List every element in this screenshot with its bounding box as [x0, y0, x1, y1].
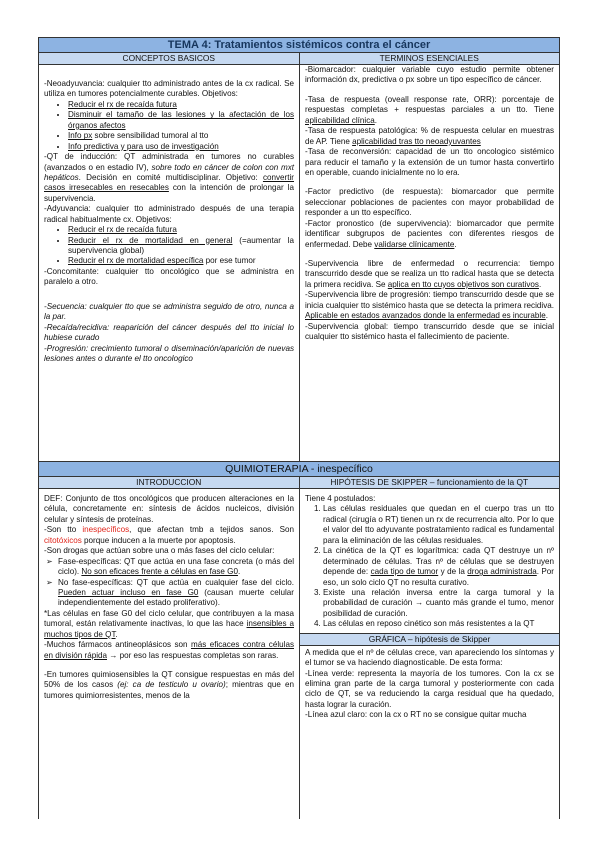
text: -En tumores quimiosensibles la QT consigue respuestas en más del 50% de los casos [44, 670, 294, 690]
text: → por eso las respuestas completas son raras. [107, 650, 279, 660]
text: porque inducen a la muerte por apoptosis. [81, 535, 236, 545]
linea-azul-paragraph: -Línea azul claro: con la cx o RT no se consigue quitar mucha [305, 710, 527, 720]
introduccion-header: INTRODUCCION [39, 477, 299, 489]
definicion-paragraph: DEF: Conjunto de ttos oncológicos que producen alteraciones en la célula, concretamente en: síntesis de ácidos nucleicos, división celular y síntesis de proteínas. [44, 494, 294, 524]
introduccion-column [39, 489, 299, 819]
list-item: 4. Las células en reposo cinético son más resistentes a la QT [323, 619, 554, 629]
list-item [68, 236, 294, 257]
quimioterapia-band: QUIMIOTERAPIA - inespecífico [38, 462, 560, 477]
list-item [323, 546, 554, 588]
text: *Las células en fase G0 del ciclo celular, que contribuyen a la masa tumoral, están relativamente inactivas, lo que las hace [44, 608, 294, 629]
text: sobre todo en cáncer de colon con mxt hepáticos [44, 162, 294, 182]
slr-paragraph: -Supervivencia libre de enfermedad o recurrencia: tiempo transcurrido desde que se realiza un tto radical hasta que se detecta la primera recidiva. Se aplica en tto cuyos objetivos son curativos. [305, 259, 554, 289]
list-item-text: Reducir el rx de mortalidad en general [68, 235, 233, 245]
progresion-paragraph: -Progresión: crecimiento tumoral o diseminación/aparición de nuevas lesiones antes o durante el tto oncologico [44, 343, 294, 363]
list-item-text: Info px [68, 131, 93, 141]
list-item [68, 131, 294, 141]
text: cada tipo de tumor [370, 567, 439, 577]
text: No son eficaces frente a células en fase G0 [81, 567, 238, 577]
neo-text: cualquier tto administrado antes de la cx radical. Se utiliza en tumores potencialmente curables. Objetivos: [44, 79, 295, 99]
text: Fase-específicas: QT que actúa en una fase concreta (o más del ciclo). [58, 556, 294, 577]
list-item [68, 256, 294, 266]
text: (causan muerte celular independientemente del estado proliferativo). [58, 587, 295, 608]
grafica-intro: A medida que el nº de células crece, van apareciendo los síntomas y el tumor se va haciendo diagnosticable. De esta forma: [305, 647, 554, 668]
tasa-respuesta-paragraph: -Tasa de respuesta (oveall response rate, ORR): porcentaje de respuestas completas + respuestas parciales a un tto. Tiene aplicabilidad clínica. [305, 94, 554, 125]
text: -Tasa de respuesta patológica: % de respuesta celular en muestras de AP. Tiene [305, 126, 554, 146]
text: -Supervivencia libre de enfermedad o recurrencia: tiempo transcurrido desde que se realiza un tto radical hasta que se detecta la primera recidiva. Se [305, 259, 554, 289]
text: convertir casos irresecables en resecables [44, 172, 294, 193]
text: La cinética de la QT es logarítmica: cada QT destruye un nº determinado de células. Tras nº de células que se destruyen depende de: [323, 546, 554, 577]
text: con la intención de prolongar la supervivencia. [44, 183, 294, 203]
list-item: ➢ Fase-específicas: QT que actúa en una fase concreta (o más del ciclo). No son eficaces frente a células en fase G0. [58, 557, 294, 578]
text: aplicabilidad tras tto neoadyuvantes [352, 136, 481, 146]
text: -Supervivencia libre de progresión: tiempo transcurrido desde que se inicia cualquier tto sistémico hasta que se detecta la primera recidiva. [305, 290, 554, 310]
text: aplicabilidad clínica [305, 115, 375, 125]
text: -Son tto [44, 525, 83, 535]
inespecificos-paragraph [44, 525, 294, 546]
list-item-text: Info predictiva y para uso de investigación [68, 141, 219, 151]
text: ; mientras que en tumores quimiorresistentes, menos de la [44, 680, 294, 700]
conceptos-header: CONCEPTOS BASICOS [39, 53, 299, 65]
text: . Por eso, un solo ciclo QT no resulta curativo. [323, 567, 555, 587]
list-item-text: Reducir el rx de recaída futura [68, 225, 177, 235]
text: No fase-específicas: QT que actúa en cualquier fase del ciclo. [58, 577, 294, 587]
page-title: TEMA 4: Tratamientos sistémicos contra el cáncer [38, 37, 560, 53]
text: citotóxicos [44, 535, 82, 545]
terminos-header: TERMINOS ESENCIALES [299, 53, 560, 65]
slp-paragraph: -Supervivencia libre de progresión: tiempo transcurrido desde que se inicia cualquier tto sistémico hasta que se detecta la primera recidiva. Aplicable en estados avanzados donde la enfermedad es incurable. [305, 290, 554, 321]
quimiosensibles-paragraph [44, 670, 294, 701]
section2-grid [38, 489, 560, 819]
drogas-paragraph: -Son drogas que actúan sobre una o más fases del ciclo celular: [44, 546, 275, 556]
text: aplica en tto cuyos objetivos son curativos [387, 279, 539, 289]
text: -Factor pronostico (de supervivencia): biomarcador que permite identificar subgrupos de pacientes con diferentes riesgos de enfermedad. Debe [305, 218, 554, 249]
text: (ej: ca de testiculo u ovario) [117, 680, 226, 690]
document-page [38, 37, 560, 819]
postulados-list [305, 504, 554, 629]
list-item-text: Reducir el rx de mortalidad específica [68, 256, 204, 266]
secuencia-paragraph: -Secuencia: cualquier tto que se administra seguido de otro, nunca a la par. [44, 301, 294, 322]
sg-paragraph: -Supervivencia global: tiempo transcurrido desde que se inicial cualquier tto sistémico hasta el fallecimiento de paciente. [305, 321, 554, 342]
factor-pronostico-paragraph: -Factor pronostico (de supervivencia): biomarcador que permite identificar subgrupos de pacientes con diferentes riesgos de enfermedad. Debe validarse clínicamente. [305, 218, 554, 249]
grafica-header: GRÁFICA – hipótesis de Skipper [300, 633, 559, 646]
list-item-text: Reducir el rx de recaída futura [68, 99, 177, 109]
concomitante-paragraph: -Concomitante: cualquier tto oncológico que se administra en paralelo a otro. [44, 266, 294, 287]
text: , que afectan tmb a tejidos sanos. Son [129, 525, 294, 535]
skipper-intro: Tiene 4 postulados: [305, 494, 376, 503]
list-item [68, 225, 294, 235]
skipper-column [299, 489, 559, 819]
text: más eficaces contra células en división rápida [44, 640, 294, 660]
farmacos-paragraph [44, 640, 294, 661]
text: y de la [438, 567, 468, 577]
recaida-paragraph: -Recaída/recidiva: reaparición del cáncer después del tto inicial lo hubiese curado [44, 322, 294, 343]
text: . Decisión en comité multidisciplinar. Objetivo: [78, 172, 263, 182]
ady-objectives-list [44, 225, 294, 267]
text: inespecíficos [82, 525, 130, 535]
neoadyuvancia-paragraph [44, 79, 294, 100]
list-item: 3. Existe una relación inversa entre la carga tumoral y la probabilidad de curación → cuanto más grande el tumo, menor posibilidad de curación. [323, 588, 554, 619]
list-item-text: sobre sensibilidad tumoral al tto [92, 131, 209, 141]
factor-predictivo-paragraph: -Factor predictivo (de respuesta): biomarcador que permite seleccionar poblaciones de pacientes con mayor probabilidad de responder a un tto específico. [305, 187, 554, 218]
list-item [68, 142, 294, 152]
list-item-text: por ese tumor [203, 256, 256, 266]
neo-lead: -Neoadyuvancia: [44, 79, 105, 88]
section2-headers [38, 477, 560, 489]
tasa-reconversion-paragraph: -Tasa de reconversión: capacidad de un tto oncologico sistémico para reducir el tamaño y la extensión de un tumor hasta convertirlo en operable, cuando inicialmente no lo era. [305, 147, 554, 177]
tasa-patologica-paragraph [305, 126, 554, 147]
biomarcador-paragraph: -Biomarcador: cualquier variable cuyo estudio permite obtener información dx, predictiva o px sobre un tipo específico de cáncer. [305, 65, 554, 85]
list-item-text: Disminuir el tamaño de las lesiones y la afectación de los órganos afectos [68, 110, 294, 130]
fases-list [44, 557, 294, 609]
text: insensibles a muchos tipos de QT [44, 619, 294, 639]
text: -Muchos fármacos antineoplásicos son [44, 640, 191, 650]
list-item [68, 100, 294, 110]
section1-headers [38, 53, 560, 65]
list-item [58, 578, 294, 609]
text: -Tasa de respuesta (oveall response rate, ORR): porcentaje de respuestas completas + respuestas parciales a un tto. Tiene [305, 94, 554, 115]
terminos-column [299, 65, 559, 461]
section1-grid [38, 65, 560, 462]
g0-paragraph: *Las células en fase G0 del ciclo celular, que contribuyen a la masa tumoral, están relativamente inactivas, lo que las hace insensibles a muchos tipos de QT. [44, 608, 294, 639]
list-item [68, 110, 294, 131]
list-item: 1. Las células residuales que quedan en el cuerpo tras un tto radical (cirugía o RT) tienen un rx de recurrencia alto. Por lo que el valor del tto adyuvante postratamiento radical es fundamental para la eliminación de las células residuales. [323, 504, 554, 546]
list-item-text: (=aumentar la supervivencia global) [68, 235, 295, 255]
adyuvancia-paragraph: -Adyuvancia: cualquier tto administrado después de una terapia radical habitualmente cx. Objetivos: [44, 204, 294, 224]
text: Pueden actuar incluso en fase G0 [58, 587, 199, 597]
text: droga administrada [467, 567, 537, 577]
conceptos-column [39, 65, 299, 461]
neo-objectives-list [44, 100, 294, 152]
skipper-header: HIPÓTESIS DE SKIPPER – funcionamiento de la QT [299, 477, 560, 489]
text: -QT de inducción: QT administrada en tumores no curables (avanzados o en estadio IV), [44, 152, 294, 172]
linea-verde-paragraph: -Línea verde: representa la mayoría de los tumores. Con la cx se elimina gran parte de la carga tumoral y posteriormente con cada ciclo de QT, se va reduciendo la carga residual que ha quedado, hasta lograr la curación. [305, 668, 554, 709]
qt-induccion-paragraph [44, 152, 294, 204]
text: Aplicable en estados avanzados donde la enfermedad es incurable [305, 311, 546, 321]
text: validarse clínicamente [374, 239, 455, 249]
